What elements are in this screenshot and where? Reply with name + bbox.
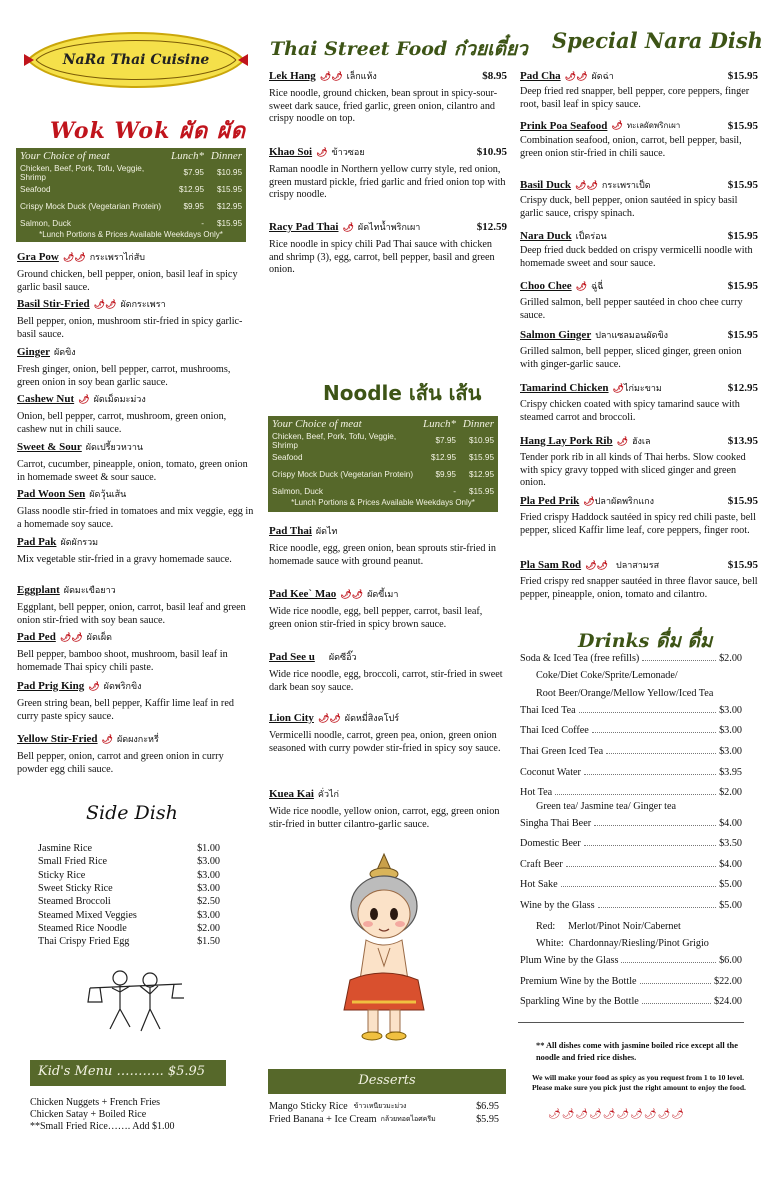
chili-pepper-icon: 🌶 (612, 382, 624, 393)
dessert-name: Fried Banana + Ice Cream (269, 1114, 377, 1126)
item-description: Grilled salmon, bell pepper sautéed in choo chee curry sauce. (520, 297, 743, 321)
drink-name: Domestic Beer (520, 838, 581, 849)
list-item (38, 869, 220, 882)
list-item (38, 882, 220, 895)
item-name: Prink Poa Seafood (520, 119, 608, 132)
dessert-thai-name: ข้าวเหนียวมะม่วง (353, 1102, 407, 1111)
item-description: Fresh ginger, onion, bell pepper, carrot, mushrooms, green onion in soy bean garlic sauce. (17, 364, 231, 388)
item-description: Bell pepper, onion, mushroom stir-fried in spicy garlic-basil sauce. (17, 316, 243, 340)
desserts-list (269, 1100, 499, 1127)
drink-name: Thai Iced Tea (520, 705, 576, 716)
special-nara-dish-title: Special Nara Dish (552, 28, 763, 53)
item-thai-name: เล็กแห้ง (346, 71, 377, 81)
drink-price: $3.00 (719, 725, 742, 736)
item-price: $15.95 (727, 179, 758, 191)
menu-item-pla-ped-prik (520, 494, 758, 537)
chili-pepper-icon: 🌶 (583, 495, 595, 506)
item-price: $13.95 (727, 435, 758, 447)
menu-item-pad-pak (17, 535, 255, 567)
wok-price-box (16, 148, 246, 242)
noodle-price-row-dinner: $15.95 (468, 453, 494, 462)
noodle-price-header-label: Your Choice of meat (272, 418, 362, 430)
wok-lunch-note: *Lunch Portions & Prices Available Weekdays Only* (39, 230, 223, 239)
item-description: Crispy chicken coated with spicy tamarind sauce with steamed carrot and broccoli. (520, 399, 740, 423)
item-thai-name: ผัดไทน้ำพริกเผา (357, 222, 421, 232)
item-price: $10.95 (476, 146, 507, 158)
item-name: Pad Prig King (17, 680, 85, 692)
menu-item-prink-poa-seafood (520, 119, 758, 160)
thai-street-food-title: Thai Street Food ก๋วยเตี๋ยว (270, 38, 528, 60)
item-description: Eggplant, bell pepper, onion, carrot, basil leaf and green onion stir-fried with soy bean sauce. (17, 602, 246, 626)
item-description: Deep fried duck bedded on crispy vermicelli noodle with homemade sweet and sour sauce. (520, 245, 753, 269)
menu-item-basil-stir-fried (17, 297, 255, 341)
item-name: Pad Pak (17, 536, 57, 548)
drinks-title: Drinks ดื่ม ดื่ม (578, 630, 713, 652)
noodle-price-box (268, 416, 498, 512)
list-item (38, 842, 220, 855)
item-name: Khao Soi (269, 146, 313, 158)
chili-pepper-icon: 🌶🌶 (59, 631, 83, 642)
item-thai-name: ผัดผงกะหรี่ (116, 734, 159, 744)
list-item (38, 908, 220, 921)
porters-illustration (86, 966, 186, 1042)
menu-item-pad-see-u (269, 650, 507, 694)
side-item-name: Small Fried Rice (38, 856, 108, 868)
list-item (269, 1100, 499, 1113)
kids-item: Chicken Satay + Boiled Rice (30, 1109, 147, 1120)
side-item-price: $2.00 (197, 922, 220, 934)
wine-red-list: Red: Merlot/Pinot Noir/Cabernet (536, 921, 681, 932)
item-name: Racy Pad Thai (269, 221, 339, 233)
drink-name: Plum Wine by the Glass (520, 955, 619, 966)
drink-name: Thai Green Iced Tea (520, 746, 604, 757)
menu-item-sweet-sour (17, 440, 255, 484)
drink-name: Hot Sake (520, 879, 558, 890)
drink-sub-list: Green tea/ Jasmine tea/ Ginger tea (536, 801, 677, 812)
menu-item-pad-prig-king (17, 679, 255, 723)
item-thai-name: ข้าวซอย (331, 147, 365, 157)
drink-name: Hot Tea (520, 787, 553, 798)
chili-pepper-icon: 🌶🌶 (564, 70, 588, 81)
wok-price-row-lunch: $12.95 (178, 185, 204, 194)
item-name: Tamarind Chicken (520, 382, 609, 394)
side-item-name: Steamed Broccoli (38, 896, 111, 908)
chili-pepper-icon: 🌶 (316, 146, 328, 157)
menu-item-pla-sam-rod (520, 558, 758, 601)
item-name: Pad See u (269, 651, 315, 663)
item-thai-name: ผัดขิง (54, 347, 76, 357)
chili-pepper-icon: 🌶 (88, 680, 100, 691)
dessert-thai-name: กล้วยทอดไอศครีม (380, 1115, 436, 1124)
menu-item-pad-ped (17, 630, 255, 674)
drink-name: Soda & Iced Tea (free refills) (520, 653, 640, 664)
noodle-price-row (272, 466, 494, 483)
noodle-price-row-name: Seafood (272, 453, 303, 462)
dessert-price: $6.95 (476, 1101, 499, 1113)
noodle-price-row-lunch: $7.95 (435, 436, 456, 445)
menu-item-lion-city (269, 711, 507, 755)
item-description: Fried crispy red snapper sautéed in three flavor sauce, bell pepper, pineapple, onion, tomato and cilantro. (520, 576, 758, 600)
chili-pepper-icon: 🌶🌶 (585, 559, 608, 570)
noodle-price-row-dinner: $10.95 (468, 436, 494, 445)
noodle-price-row-lunch: - (453, 487, 456, 496)
item-name: Basil Stir-Fried (17, 298, 90, 310)
noodle-price-row-name: Salmon, Duck (272, 487, 323, 496)
chili-pepper-icon: 🌶 (101, 733, 113, 744)
item-name: Eggplant (17, 584, 60, 596)
menu-item-ginger (17, 345, 255, 389)
item-price: $15.95 (727, 119, 758, 132)
item-thai-name: ผัดซีอิ๊ว (328, 652, 357, 662)
item-description: Wide rice noodle, egg, bell pepper, carrot, basil leaf, green onion stir-fried in spicy brown sauce. (269, 606, 483, 630)
menu-item-tamarind-chicken (520, 381, 758, 424)
item-name: Gra Pow (17, 251, 59, 263)
item-description: Wide rice noodle, yellow onion, carrot, egg, green onion stir-fried in butter cilantro-garlic sauce. (269, 806, 500, 830)
item-name: Pad Kee` Mao (269, 588, 337, 600)
item-thai-name: ผัดเผ็ด (86, 632, 112, 642)
drink-row (520, 705, 742, 716)
list-item (38, 855, 220, 868)
wok-price-row-name: Seafood (20, 185, 51, 194)
logo-text: NaRa Thai Cuisine (62, 52, 210, 68)
menu-item-salmon-ginger (520, 328, 758, 371)
chili-pepper-icon: 🌶🌶 (319, 70, 343, 81)
side-item-price: $1.50 (197, 936, 220, 948)
wok-price-row-name: Chicken, Beef, Pork, Tofu, Veggie, Shrimp (20, 163, 145, 182)
menu-item-cashew-nut (17, 392, 255, 436)
menu-item-pad-woon-sen (17, 487, 255, 531)
drink-row (520, 787, 742, 798)
drink-price: $3.00 (719, 746, 742, 757)
menu-item-pad-kee-mao (269, 587, 507, 631)
item-thai-name: ผัดหมี่สิงคโปร์ (344, 713, 400, 723)
item-description: Wide rice noodle, egg, broccoli, carrot, stir-fried in sweet dark bean soy sauce. (269, 669, 503, 693)
side-item-price: $3.00 (197, 856, 220, 868)
item-description: Glass noodle stir-fried in tomatoes and mix veggie, egg in a homemade soy sauce. (17, 506, 254, 530)
item-name: Lion City (269, 712, 314, 724)
menu-item-basil-duck (520, 178, 758, 220)
wok-price-header (20, 150, 242, 162)
item-thai-name: ผัดมะเขือยาว (63, 585, 116, 595)
item-name: Pad Thai (269, 525, 312, 537)
item-thai-name: คั่วไก่ (317, 789, 339, 799)
drink-price: $4.00 (719, 818, 742, 829)
rice-note: ** All dishes come with jasmine boiled rice except all the noodle and fried rice dishes. (536, 1041, 738, 1062)
menu-item-nara-duck (520, 229, 758, 270)
kids-item: **Small Fried Rice……. Add $1.00 (30, 1121, 175, 1132)
drink-price: $2.00 (719, 787, 742, 798)
item-thai-name: ฉู่ฉี่ (591, 281, 604, 291)
chili-pepper-icon: 🌶 (611, 120, 623, 130)
drink-name: Coconut Water (520, 767, 581, 778)
drink-sub-list: Root Beer/Orange/Mellow Yellow/Iced Tea (536, 688, 714, 699)
item-thai-name: กระเพราไก่สับ (89, 252, 145, 262)
list-item (38, 935, 220, 948)
chili-pepper-icon: 🌶🌶 (93, 298, 117, 309)
desserts-banner: Desserts (268, 1069, 506, 1094)
item-thai-name: ผัดไท (315, 526, 338, 536)
side-item-name: Thai Crispy Fried Egg (38, 936, 130, 948)
spicy-note: We will make your food as spicy as you request from 1 to 10 level. Please make sure you pick just the right amount to enjoy the food. (532, 1073, 746, 1093)
drink-name: Sparkling Wine by the Bottle (520, 996, 639, 1007)
noodle-lunch-label: Lunch* (423, 418, 456, 430)
chili-pepper-icon: 🌶 (616, 435, 629, 446)
item-name: Nara Duck (520, 230, 572, 242)
drink-row (520, 976, 742, 987)
menu-item-racy-pad-thai (269, 220, 507, 277)
item-thai-name: ผัดผักรวม (60, 537, 99, 547)
side-item-price: $3.00 (197, 869, 220, 881)
item-description: Vermicelli noodle, carrot, green pea, onion, green onion seasoned with curry powder stir-fried in spicy soy sauce. (269, 730, 501, 754)
list-item (269, 1113, 499, 1126)
item-thai-name: กระเพราเป็ด (601, 180, 651, 190)
side-item-price: $2.50 (197, 896, 220, 908)
noodle-lunch-note: *Lunch Portions & Prices Available Weekdays Only* (291, 498, 475, 507)
menu-item-yellow-stir-fried (17, 732, 255, 776)
chili-pepper-icon: 🌶🌶 (62, 251, 86, 262)
noodle-price-header (272, 418, 494, 430)
side-dish-title: Side Dish (86, 802, 178, 824)
chili-pepper-icon: 🌶🌶 (317, 712, 341, 723)
item-thai-name: ปลาแซลมอนผัดขิง (595, 330, 669, 340)
item-name: Basil Duck (520, 179, 572, 191)
kids-menu-list (30, 1097, 230, 1133)
item-description: Green string bean, bell pepper, Kaffir lime leaf in red curry paste spicy sauce. (17, 698, 234, 722)
item-description: Raman noodle in Northern yellow curry style, red onion, green mustard pickle, fried garlic and fried onion top with crispy noodle. (269, 164, 506, 201)
wok-price-row-dinner: $12.95 (216, 202, 242, 211)
item-name: Salmon Ginger (520, 329, 592, 341)
wok-price-row-lunch: - (201, 219, 204, 228)
item-description: Onion, bell pepper, carrot, mushroom, green onion, cashew nut in chili sauce. (17, 411, 227, 435)
item-thai-name: ฮังเล (632, 436, 651, 446)
item-price: $12.59 (476, 221, 507, 233)
drink-name: Craft Beer (520, 859, 563, 870)
side-item-price: $3.00 (197, 909, 220, 921)
menu-item-khao-soi (269, 145, 507, 202)
menu-item-lek-hang (269, 69, 507, 126)
item-name: Pad Cha (520, 70, 561, 82)
chili-pepper-icon: 🌶 (575, 280, 588, 291)
menu-item-eggplant (17, 583, 255, 627)
item-thai-name: เป็ดร่อน (575, 231, 607, 241)
drink-row (520, 725, 742, 736)
chili-pepper-icon: 🌶🌶 (340, 588, 364, 599)
noodle-price-row (272, 449, 494, 466)
side-item-name: Jasmine Rice (38, 843, 93, 855)
item-thai-name: ไก่มะขาม (623, 383, 662, 393)
item-thai-name: ทะเลผัดพริกเผา (626, 121, 681, 130)
item-thai-name: ปลาผัดพริกแกง (594, 496, 654, 506)
wok-dinner-label: Dinner (210, 150, 242, 162)
item-thai-name: ปลาสามรส (615, 560, 660, 570)
item-description: Grilled salmon, bell pepper, sliced ginger, green onion with ginger-garlic sauce. (520, 346, 742, 370)
dessert-price: $5.95 (476, 1114, 499, 1126)
dessert-name: Mango Sticky Rice (269, 1101, 348, 1113)
wok-title: Wok Wok ผัด ผัด (50, 118, 246, 144)
wine-white-list: White: Chardonnay/Riesling/Pinot Grigio (536, 938, 709, 949)
menu-item-pad-cha (520, 69, 758, 111)
item-name: Pad Ped (17, 631, 56, 643)
noodle-price-row-lunch: $12.95 (430, 453, 456, 462)
item-description: Tender pork rib in all kinds of Thai herbs. Slow cooked with spicy gravy topped with sliced ginger and green onion. (520, 452, 746, 489)
chili-pepper-icon: 🌶 (342, 221, 354, 232)
drink-row (520, 767, 742, 778)
item-description: Ground chicken, bell pepper, onion, basil leaf in spicy garlic basil sauce. (17, 269, 238, 293)
side-item-name: Sweet Sticky Rice (38, 883, 113, 895)
list-item (38, 922, 220, 935)
drink-row (520, 859, 742, 870)
drink-row (520, 955, 742, 966)
item-thai-name: ผัดฉ่า (591, 71, 614, 81)
item-description: Rice noodle, ground chicken, bean sprout in spicy-sour-sweet dark sauce, fried garlic, green onion, cilantro and crispy noodle on top. (269, 88, 498, 125)
chili-pepper-icon: 🌶🌶 (575, 179, 598, 190)
item-price: $15.95 (727, 230, 758, 242)
drink-name: Singha Thai Beer (520, 818, 592, 829)
chili-pepper-icon: 🌶🌶🌶🌶🌶🌶🌶🌶🌶🌶 (548, 1109, 685, 1120)
noodle-price-row-lunch: $9.95 (435, 470, 456, 479)
wok-price-row-dinner: $15.95 (216, 185, 242, 194)
item-thai-name: ผัดขี้เมา (367, 589, 399, 599)
wok-price-row-name: Crispy Mock Duck (Vegetarian Protein) (20, 202, 162, 211)
item-description: Carrot, cucumber, pineapple, onion, tomato, green onion in homemade sweet & sour sauce. (17, 459, 248, 483)
item-price: $15.95 (727, 280, 758, 292)
item-description: Bell pepper, onion, carrot and green onion in curry powder egg chili sauce. (17, 751, 224, 775)
item-description: Rice noodle in spicy chili Pad Thai sauce with chicken and shrimp (3), egg, carrot, bell pepper, basil and green onion. (269, 239, 495, 276)
drink-price: $5.00 (719, 879, 742, 890)
kids-menu-banner: Kid's Menu ……….. $5.95 (30, 1060, 226, 1086)
drink-row (520, 879, 742, 890)
drink-row (520, 900, 742, 911)
menu-item-pad-thai (269, 524, 507, 568)
item-thai-name: ผัดเม็ดมะม่วง (93, 394, 146, 404)
wok-price-row (20, 164, 242, 181)
item-name: Yellow Stir-Fried (17, 733, 98, 745)
drink-price: $24.00 (713, 996, 742, 1007)
restaurant-logo (22, 30, 250, 92)
item-name: Pla Ped Prik (520, 495, 580, 507)
item-name: Lek Hang (269, 70, 316, 82)
wok-price-row-dinner: $15.95 (216, 219, 242, 228)
drink-row (520, 746, 742, 757)
item-description: Fried crispy Haddock sautéed in spicy red chili paste, bell pepper, sliced Kaffir lime leaf, core peppers, finger root. (520, 512, 756, 536)
item-thai-name: ผัดพริกขิง (103, 681, 142, 691)
wok-price-row-name: Salmon, Duck (20, 219, 71, 228)
drink-price: $2.00 (719, 653, 742, 664)
drink-sub-list: Coke/Diet Coke/Sprite/Lemonade/ (536, 670, 678, 681)
noodle-title: Noodle เส้น เส้น (323, 381, 482, 405)
drink-price: $3.00 (719, 705, 742, 716)
mascot-illustration (336, 852, 432, 1048)
item-name: Ginger (17, 346, 50, 358)
wok-price-header-label: Your Choice of meat (20, 150, 110, 162)
drink-name: Thai Iced Coffee (520, 725, 589, 736)
wok-price-row-lunch: $9.95 (183, 202, 204, 211)
wok-price-row (20, 198, 242, 215)
menu-item-kuea-kai (269, 787, 507, 831)
drink-price: $4.00 (719, 859, 742, 870)
item-description: Deep fried red snapper, bell pepper, core peppers, finger root, basil leaf in spicy sauce. (520, 86, 750, 110)
divider (518, 1022, 744, 1023)
drink-name: Premium Wine by the Bottle (520, 976, 637, 987)
side-item-name: Steamed Rice Noodle (38, 922, 127, 934)
item-name: Sweet & Sour (17, 441, 82, 453)
drink-price: $6.00 (719, 955, 742, 966)
item-thai-name: ผัดกระเพรา (120, 299, 166, 309)
item-price: $8.95 (482, 70, 507, 82)
noodle-price-row-dinner: $15.95 (468, 487, 494, 496)
wok-price-row (20, 181, 242, 198)
drink-row (520, 818, 742, 829)
drink-name: Wine by the Glass (520, 900, 595, 911)
noodle-price-row-name: Crispy Mock Duck (Vegetarian Protein) (272, 470, 414, 479)
item-thai-name: ผัดเปรี้ยวหวาน (85, 442, 144, 452)
menu-item-hang-lay-pork-rib (520, 434, 758, 490)
drink-price: $3.95 (719, 767, 742, 778)
item-name: Choo Chee (520, 280, 572, 292)
item-description: Crispy duck, bell pepper, onion sautéed in spicy basil garlic sauce, crispy spinach. (520, 195, 738, 219)
item-price: $15.95 (727, 70, 758, 82)
drink-row (520, 838, 742, 849)
noodle-dinner-label: Dinner (462, 418, 494, 430)
side-item-name: Steamed Mixed Veggies (38, 909, 137, 921)
noodle-price-row-name: Chicken, Beef, Pork, Tofu, Veggie, Shrimp (272, 431, 397, 450)
item-description: Bell pepper, bamboo shoot, mushroom, basil leaf in homemade Thai spicy chili paste. (17, 649, 228, 673)
item-description: Mix vegetable stir-fried in a gravy homemade sauce. (17, 554, 232, 565)
item-name: Hang Lay Pork Rib (520, 435, 613, 447)
drink-row (520, 996, 742, 1007)
noodle-price-row-dinner: $12.95 (468, 470, 494, 479)
item-description: Rice noodle, egg, green onion, bean sprouts stir-fried in homemade sauce with ground peanut. (269, 543, 496, 567)
side-item-price: $1.00 (197, 843, 220, 855)
wok-price-row-dinner: $10.95 (216, 168, 242, 177)
item-price: $12.95 (727, 382, 758, 394)
noodle-price-row (272, 432, 494, 449)
drink-price: $3.50 (719, 838, 742, 849)
kids-item: Chicken Nuggets + French Fries (30, 1097, 161, 1108)
menu-item-gra-pow (17, 250, 255, 294)
side-item-name: Sticky Rice (38, 869, 86, 881)
item-name: Pad Woon Sen (17, 488, 86, 500)
item-description: Combination seafood, onion, carrot, bell pepper, basil, green onion stir-fried in chili sauce. (520, 135, 742, 159)
menu-item-choo-chee (520, 279, 758, 322)
chili-pepper-icon: 🌶 (78, 393, 90, 404)
item-name: Pla Sam Rod (520, 559, 582, 571)
drink-price: $5.00 (719, 900, 742, 911)
item-price: $15.95 (727, 559, 758, 571)
item-price: $15.95 (727, 495, 758, 507)
side-item-price: $3.00 (197, 883, 220, 895)
wok-price-row-lunch: $7.95 (183, 168, 204, 177)
drink-row (520, 653, 742, 664)
item-name: Kuea Kai (269, 788, 314, 800)
list-item (38, 895, 220, 908)
drink-price: $22.00 (713, 976, 742, 987)
wok-lunch-label: Lunch* (171, 150, 204, 162)
item-thai-name: ผัดวุ้นเส้น (89, 489, 127, 499)
item-price: $15.95 (727, 329, 758, 341)
side-dish-list (38, 842, 220, 948)
item-name: Cashew Nut (17, 393, 75, 405)
